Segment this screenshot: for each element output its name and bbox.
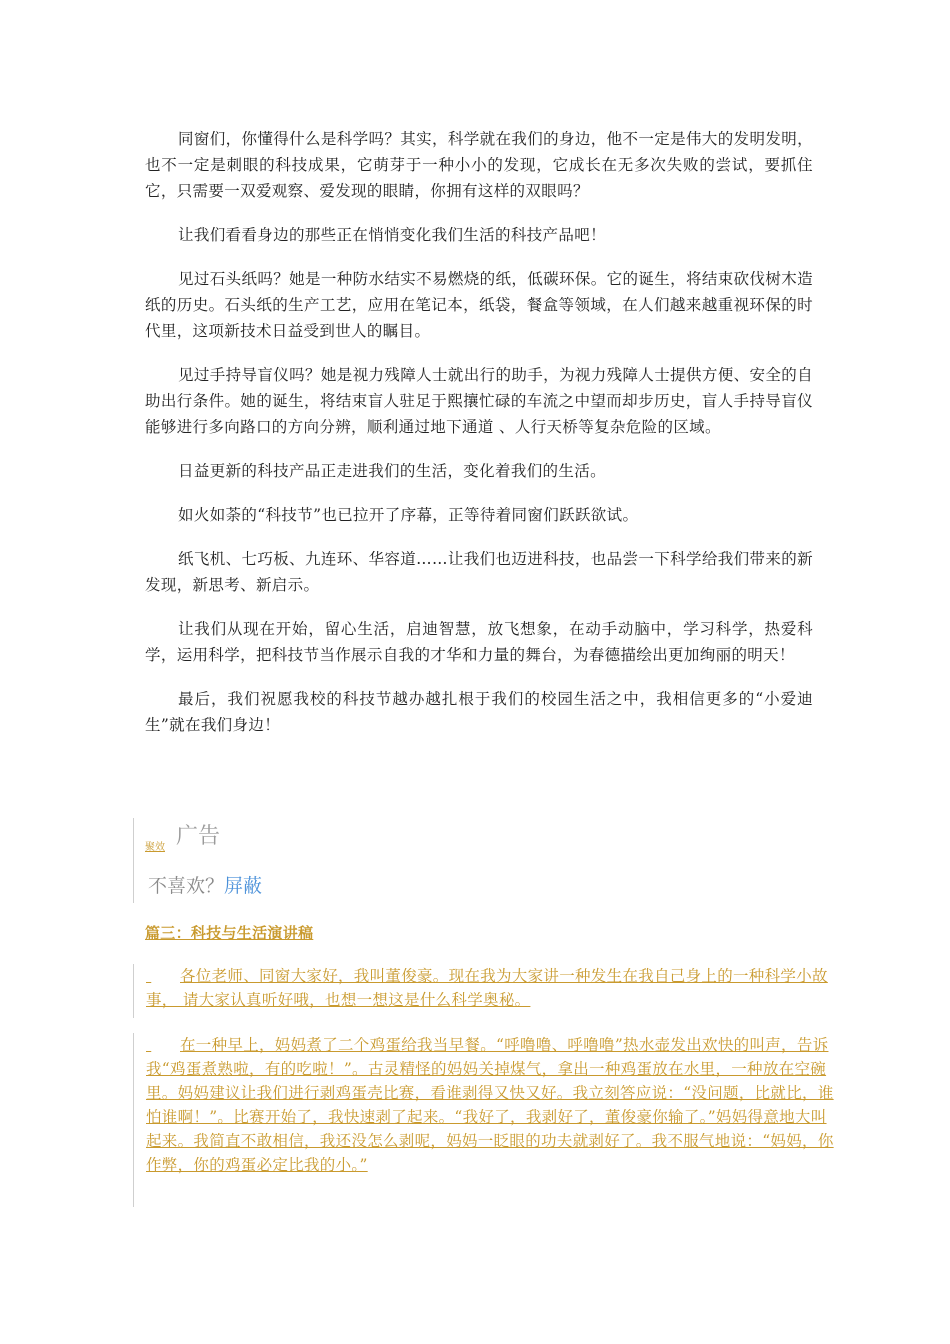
- section-link-paragraph-1[interactable]: [133, 964, 836, 1018]
- paragraph-guide-device: 见过手持导盲仪吗？她是视力残障人士就出行的助手，为视力残障人士提供方便、安全的自助出行条件。她的诞生，将结束盲人驻足于熙攘忙碌的车流之中望而却步历史，盲人手持导盲仪能够进行多向路口的方向分辨，顺利通过地下通道 、人行天桥等复杂危险的区域。: [145, 366, 813, 436]
- paragraph-science-festival: 如火如荼的“科技节”也已拉开了序幕，正等待着同窗们跃跃欲试。: [178, 506, 639, 524]
- section-paragraph-2-text[interactable]: 在一种早上，妈妈煮了二个鸡蛋给我当早餐。“呼噜噜、呼噜噜”热水壶发出欢快的叫声，告诉我“鸡蛋煮熟啦，有的吃啦！”。古灵精怪的妈妈关掉煤气，拿出一种鸡蛋放在水里，一种放在空碗里。妈妈建议让我们进行剥鸡蛋壳比赛，看谁剥得又快又好。我立刻答应说：“没问题，比就比，谁怕谁啊！”。比赛开始了，我快速剥了起来。“我好了，我剥好了，董俊豪你输了。”妈妈得意地大叫起来。我简直不敢相信，我还没怎么剥呢，妈妈一眨眼的功夫就剥好了。我不服气地说：“妈妈，你作弊，你的鸡蛋必定比我的小。”: [146, 1036, 834, 1174]
- ad-dislike-row: [148, 871, 262, 898]
- paragraph-look-around: 让我们看看身边的那些正在悄悄变化我们生活的科技产品吧！: [178, 226, 606, 244]
- indent-spacer: [146, 964, 180, 988]
- section-link-paragraph-2[interactable]: [133, 1033, 836, 1207]
- section-paragraph-1-text[interactable]: 各位老师、同窗大家好，我叫董俊豪。现在我为大家讲一种发生在我自己身上的一种科学小故事， 请大家认真听好哦，也想一想这是什么科学奥秘。: [146, 967, 828, 1009]
- ad-block: [133, 818, 334, 903]
- ad-source-link[interactable]: 聚效: [145, 842, 165, 853]
- paragraph-call-to-action: 让我们从现在开始，留心生活，启迪智慧，放飞想象，在动手动脑中，学习科学，热爱科学，运用科学，把科技节当作展示自我的才华和力量的舞台，为春德描绘出更加绚丽的明天！: [145, 620, 813, 664]
- ad-hide-button[interactable]: 屏蔽: [224, 875, 263, 897]
- section-title-link[interactable]: 篇三：科技与生活演讲稿: [145, 924, 314, 942]
- paragraph-closing: 最后，我们祝愿我校的科技节越办越扎根于我们的校园生活之中，我相信更多的“小爱迪生”就在我们身边！: [145, 690, 813, 734]
- paragraph-stone-paper: 见过石头纸吗？她是一种防水结实不易燃烧的纸，低碳环保。它的诞生，将结束砍伐树木造纸的历史。石头纸的生产工艺，应用在笔记本，纸袋，餐盒等领域，在人们越来越重视环保的时代里，这项新技术日益受到世人的瞩目。: [145, 270, 813, 340]
- paragraph-intro: 同窗们，你懂得什么是科学吗？其实，科学就在我们的身边，他不一定是伟大的发明发明，也不一定是刺眼的科技成果，它萌芽于一种小小的发现，它成长在无多次失败的尝试，要抓住它，只需要一双爱观察、爱发现的眼睛，你拥有这样的双眼吗？: [145, 130, 813, 200]
- ad-title: 广告: [176, 824, 221, 849]
- paragraph-puzzles: 纸飞机、七巧板、九连环、华容道……让我们也迈进科技，也品尝一下科学给我们带来的新发现，新思考、新启示。: [145, 550, 813, 594]
- article-body: [145, 126, 813, 756]
- indent-spacer: [146, 1033, 180, 1057]
- ad-dislike-label: 不喜欢？: [148, 875, 225, 897]
- paragraph-new-products: 日益更新的科技产品正走进我们的生活，变化着我们的生活。: [178, 462, 606, 480]
